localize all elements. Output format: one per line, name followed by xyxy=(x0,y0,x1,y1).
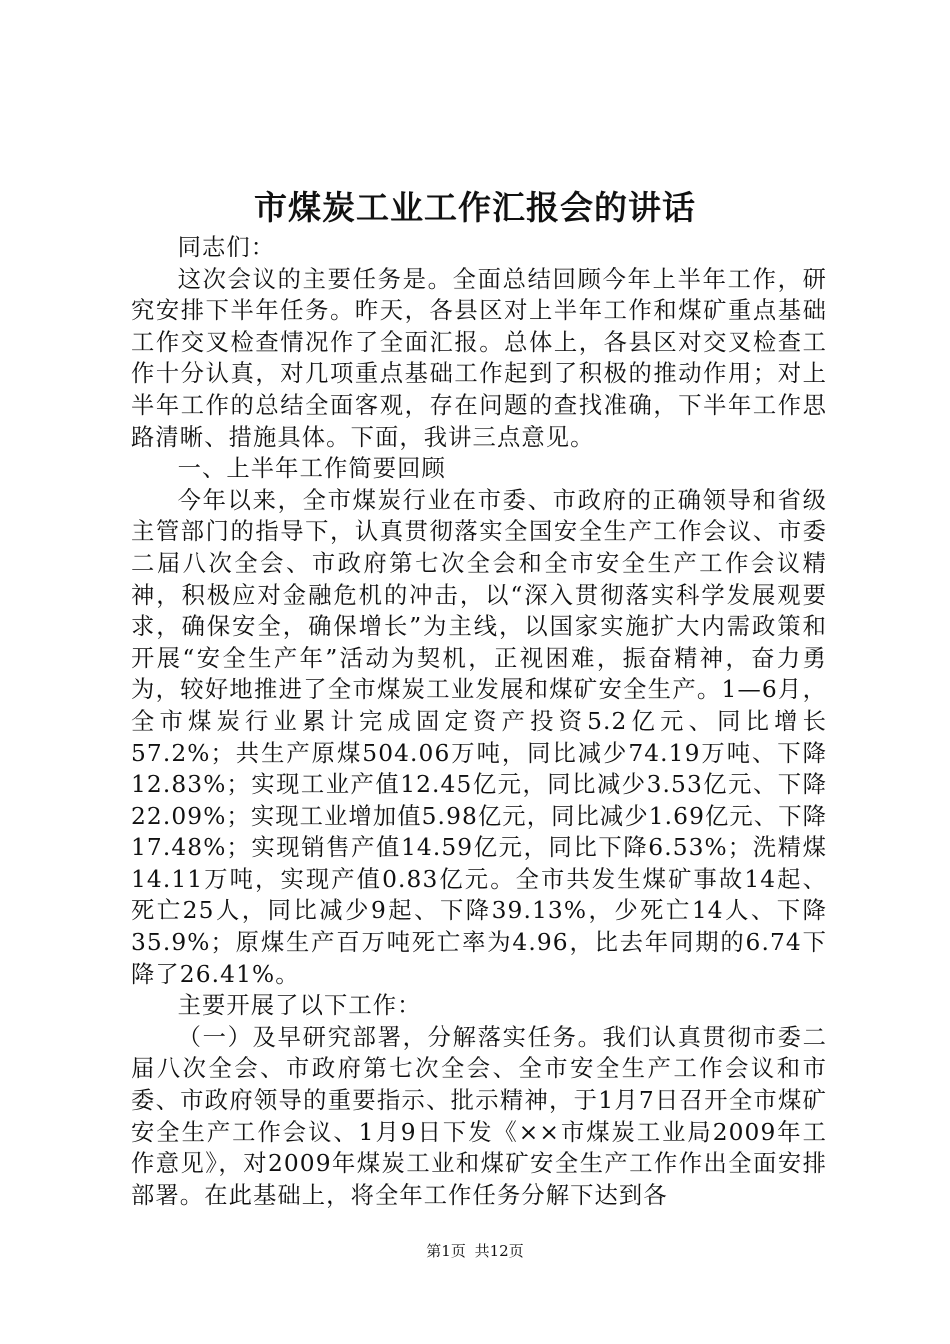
page-number: 第1页 xyxy=(426,1242,466,1260)
work-intro-paragraph: 主要开展了以下工作： xyxy=(177,992,422,1020)
document-body xyxy=(131,232,827,1211)
subsection-paragraph: （一）及早研究部署，分解落实任务。我们认真贯彻市委二届八次全会、市政府第七次全会、全市安全生产工作会议和市委、市政府领导的重要指示、批示精神，于1月7日召开全市煤矿安全生产工作会议、1月9日下发《××市煤炭工业局2009年工作意见》，对2009年煤炭工业和煤矿安全生产工作作出全面安排部署。在此基础上，将全年工作任务分解下达到各 xyxy=(131,1023,827,1209)
document-title: 市煤炭工业工作汇报会的讲话 xyxy=(254,188,696,227)
section-heading: 一、上半年工作简要回顾 xyxy=(177,455,446,483)
intro-paragraph: 这次会议的主要任务是。全面总结回顾今年上半年工作，研究安排下半年任务。昨天，各县区对上半年工作和煤矿重点基础工作交叉检查情况作了全面汇报。总体上，各县区对交叉检查工作十分认真，对几项重点基础工作起到了积极的推动作用；对上半年工作的总结全面客观，存在问题的查找准确，下半年工作思路清晰、措施具体。下面，我讲三点意见。 xyxy=(131,265,827,451)
page-total: 共12页 xyxy=(474,1242,524,1260)
page-footer xyxy=(0,1240,950,1262)
salutation-paragraph: 同志们： xyxy=(177,234,276,261)
review-paragraph: 今年以来，全市煤炭行业在市委、市政府的正确领导和省级主管部门的指导下，认真贯彻落实全国安全生产工作会议、市委二届八次全会、市政府第七次全会和全市安全生产工作会议精神，积极应对金融危机的冲击，以“深入贯彻落实科学发展观要求，确保安全，确保增长”为主线，以国家实施扩大内需政策和开展“安全生产年”活动为契机，正视困难，振奋精神，奋力勇为，较好地推进了全市煤炭工业发展和煤矿安全生产。1—6月，全市煤炭行业累计完成固定资产投资5.2亿元、同比增长57.2%；共生产原煤504.06万吨，同比减少74.19万吨、下降12.83%；实现工业产值12.45亿元，同比减少3.53亿元、下降22.09%；实现工业增加值5.98亿元，同比减少1.69亿元、下降17.48%；实现销售产值14.59亿元，同比下降6.53%；洗精煤14.11万吨，实现产值0.83亿元。全市共发生煤矿事故14起、死亡25人，同比减少9起、下降39.13%，少死亡14人、下降35.9%；原煤生产百万吨死亡率为4.96，比去年同期的6.74下降了26.41%。 xyxy=(131,486,827,988)
